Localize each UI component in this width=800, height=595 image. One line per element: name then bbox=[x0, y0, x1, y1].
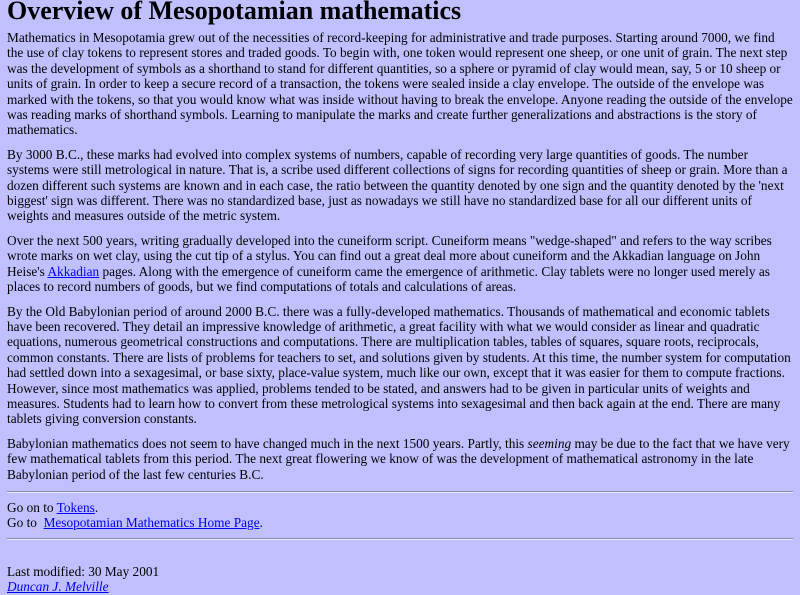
nav-home-prefix: Go to bbox=[7, 515, 44, 531]
paragraph-old-babylonian: By the Old Babylonian period of around 2000 B.C. there was a fully-developed mathematics. Thousands of mathematical and economic tablets have been recovered. They detail an impressive knowledge of arithmetic, a great facility with what we would consider as linear and quadratic equations, numerous geometrical constructions and computations. There are multiplication tables, tables of squares, square roots, reciprocals, common constants. There are lists of problems for teachers to set, and solutions given by students. At this time, the number system for computation had settled down into a sexagesimal, or base sixty, place-value system, much like our own, except that it was easier for them to compute fractions. However, since most mathematics was applied, problems tended to be stated, and answers had to be given in particular units of weights and measures. Students had to learn how to convert from these metrological systems into sexagesimal and then back again at the end. There are many tablets giving conversion constants. bbox=[7, 303, 791, 427]
divider-top bbox=[7, 491, 793, 493]
last-modified: Last modified: 30 May 2001 bbox=[7, 563, 160, 579]
paragraph-number-systems: By 3000 B.C., these marks had evolved into complex systems of numbers, capable of recording very large quantities of goods. The number systems were still metrological in nature. That is, a scribe used different collections of signs for recording quantities of sheep or grain. More than a dozen different such systems are known and in each case, the ratio between the quantity denoted by one sign and the quantity denoted by the 'next biggest' sign was different. There was no standardized base, just as nowadays we still have no standardized base for all our different units of weights and measures outside of the metric system. bbox=[7, 146, 788, 224]
emphasis-seeming: seeming bbox=[527, 435, 572, 451]
author-link[interactable]: Duncan J. Melville bbox=[7, 579, 109, 595]
nav-home bbox=[7, 515, 793, 530]
nav-next-suffix: . bbox=[94, 499, 99, 515]
page-title: Overview of Mesopotamian mathematics bbox=[7, 0, 462, 25]
paragraph-text: may be due to the fact that we have very few mathematical tablets from this period. The next great flowering we know of was the development of mathematical astronomy in the late Babylonian period of the last few centuries B.C. bbox=[7, 435, 790, 482]
paragraph-cuneiform bbox=[7, 233, 793, 295]
footer bbox=[7, 564, 793, 595]
tokens-link[interactable]: Tokens bbox=[56, 499, 95, 515]
paragraph-text: Babylonian mathematics does not seem to have changed much in the next 1500 years. Partly, this bbox=[7, 435, 528, 451]
paragraph-late-babylonian bbox=[7, 436, 793, 482]
paragraph-text: pages. Along with the emergence of cuneiform came the emergence of arithmetic. Clay tablets were no longer used merely as places to record numbers of goods, but we find computations of totals and calculations of areas. bbox=[7, 263, 770, 295]
paragraph-text: Over the next 500 years, writing gradually developed into the cuneiform script. Cuneiform means "wedge-shaped" and refers to the way scribes wrote marks on wet clay, using the cut tip of a stylus. You can find out a great deal more about cuneiform and the Akkadian language on John Heise's bbox=[7, 232, 772, 279]
home-page-link[interactable]: Mesopotamian Mathematics Home Page bbox=[43, 515, 260, 531]
paragraph-tokens: Mathematics in Mesopotamia grew out of the necessities of record-keeping for administrative and trade purposes. Starting around 7000, we find the use of clay tokens to represent stores and traded goods. To begin with, one token would represent one sheep, or one unit of grain. The next step was the development of symbols as a shorthand to stand for different quantities, so a sphere or pyramid of clay would mean, say, 5 or 10 sheep or units of grain. In order to keep a secure record of a transaction, the tokens were sealed inside a clay envelope. The outside of the envelope was marked with the tokens, so that you would know what was inside without having to break the envelope. Anyone reading the outside of the envelope was reading marks of shorthand symbols. Learning to manipulate the marks and create further generalizations and abstractions is the story of mathematics. bbox=[7, 30, 793, 138]
nav-home-suffix: . bbox=[259, 515, 263, 531]
nav-next-prefix: Go on to bbox=[7, 499, 57, 515]
akkadian-link[interactable]: Akkadian bbox=[47, 263, 100, 279]
nav-next bbox=[7, 500, 793, 515]
divider-bottom bbox=[7, 538, 793, 540]
